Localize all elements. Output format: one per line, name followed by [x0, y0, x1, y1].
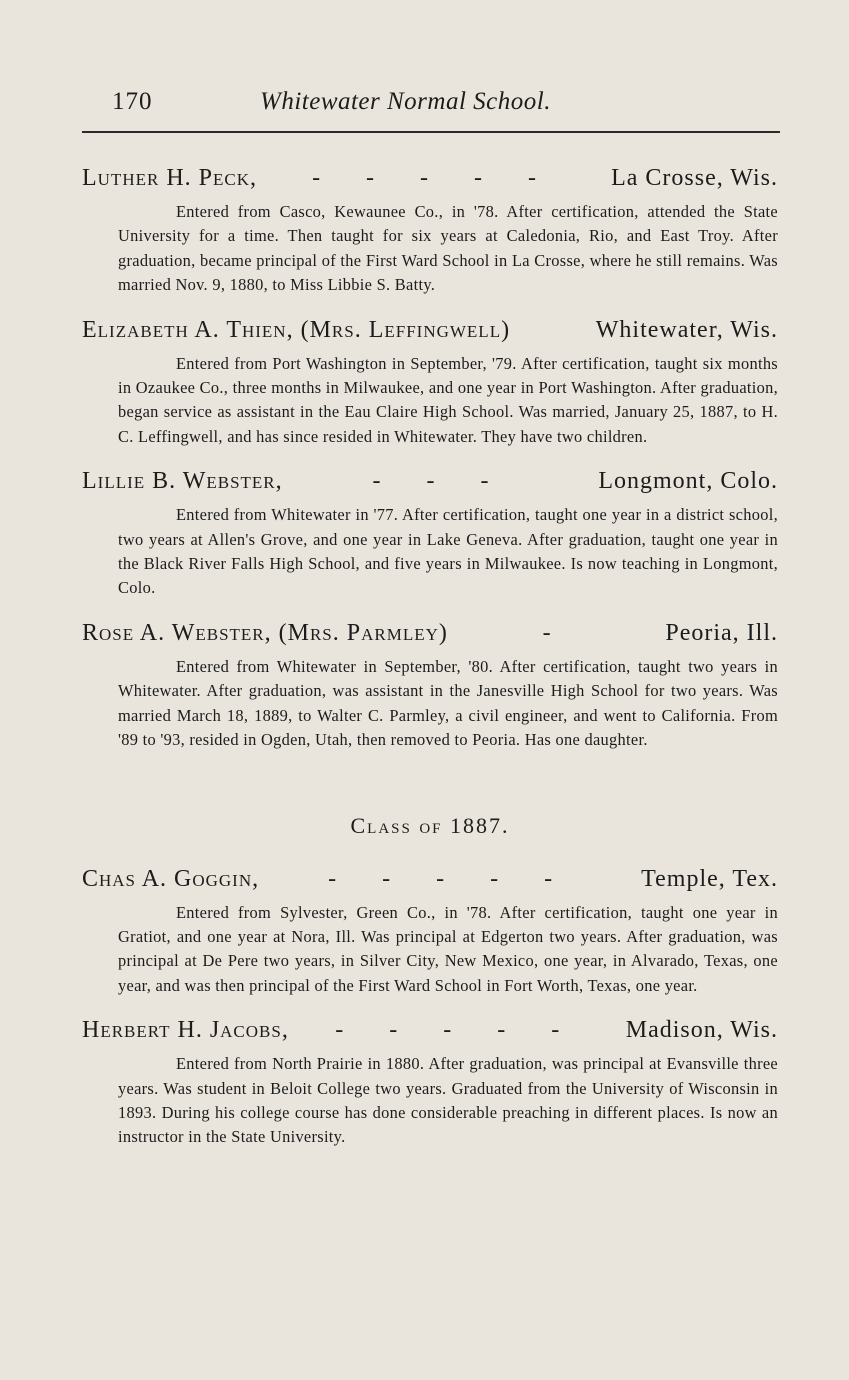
- entry-heading: [82, 861, 778, 897]
- entry-place: Longmont, Colo.: [598, 468, 778, 495]
- alumni-entry: [82, 615, 778, 753]
- entries-before: [82, 160, 778, 753]
- alumni-entry: [82, 1012, 778, 1150]
- entry-place: Peoria, Ill.: [665, 619, 778, 646]
- entry-text: Entered from Whitewater in September, '80. After certification, taught two years in Whitewater. After graduation, was assistant in the Janesville High School for two years. Was married March 18, 1889, to Walter C. Parmley, a civil engineer, and went to California. From '89 to '93, resided in Ogden, Utah, then removed to Peoria. Has one daughter.: [118, 656, 778, 750]
- entry-name: Herbert H. Jacobs,: [82, 1017, 289, 1044]
- page-header: [112, 88, 780, 116]
- entry-name: Lillie B. Webster,: [82, 468, 283, 495]
- entry-dashes: - - -: [372, 468, 509, 495]
- entry-name: Chas A. Goggin,: [82, 865, 260, 892]
- alumni-entry: [82, 312, 778, 450]
- alumni-entry: [82, 861, 778, 999]
- entries-after: [82, 861, 778, 1150]
- entry-heading: [82, 1012, 778, 1048]
- entry-dashes: - - - - -: [328, 865, 573, 892]
- entry-dashes: - - - - -: [335, 1017, 580, 1044]
- entry-name: Elizabeth A. Thien, (Mrs. Leffingwell): [82, 316, 511, 343]
- entry-text: Entered from Casco, Kewaunee Co., in '78. After certification, attended the State University for a time. Then taught for six years at Caledonia, Rio, and East Troy. After graduation, became principal of the First Ward School in La Crosse, where he still remains. Was married Nov. 9, 1880, to Miss Libbie S. Batty.: [118, 202, 778, 295]
- page-content: [82, 160, 778, 1164]
- running-title: Whitewater Normal School.: [260, 88, 551, 115]
- entry-place: Madison, Wis.: [625, 1017, 778, 1044]
- entry-place: Temple, Tex.: [641, 865, 778, 892]
- header-rule: [82, 131, 780, 133]
- entry-heading: [82, 312, 778, 348]
- entry-text: Entered from Port Washington in September, '79. After certification, taught six months in Ozaukee Co., three months in Milwaukee, and one year in Port Washington. After graduation, began service as assistant in the Eau Claire High School. Was married, January 25, 1887, to H. C. Leffingwell, and has since resided in Whitewater. They have two children.: [118, 353, 778, 446]
- entry-heading: [82, 615, 778, 651]
- entry-place: La Crosse, Wis.: [611, 165, 778, 191]
- class-heading: Class of 1887.: [350, 812, 510, 838]
- entry-dashes: - - - - -: [312, 165, 557, 191]
- entry-name: Rose A. Webster, (Mrs. Parmley): [82, 619, 448, 646]
- entry-place: Whitewater, Wis.: [595, 316, 778, 343]
- entry-dashes: -: [542, 619, 571, 646]
- page-number: 170: [112, 88, 153, 115]
- entry-text: Entered from Whitewater in '77. After certification, taught one year in a district school, two years at Allen's Grove, and one year in Lake Geneva. After graduation, taught one year in the Black River Falls High School, and five years in Milwaukee. Is now teaching in Longmont, Colo.: [118, 505, 778, 598]
- entry-name: Luther H. Peck,: [82, 165, 258, 191]
- entry-text: Entered from North Prairie in 1880. After graduation, was principal at Evansville three years. Was student in Beloit College two years. Graduated from the University of Wisconsin in 1893. During his college course has done considerable preaching in different places. Is now an instructor in the State University.: [118, 1054, 778, 1147]
- alumni-entry: [82, 160, 778, 298]
- alumni-entry: [82, 463, 778, 601]
- entry-text: Entered from Sylvester, Green Co., in '78. After certification, taught one year in Gratiot, and one year at Nora, Ill. Was principal at Edgerton two years. After graduation, was principal at De Pere two years, in Silver City, New Mexico, one year, in Alvarado, Texas, one year, and was then principal of the First Ward School in Fort Worth, Texas, one year.: [118, 902, 778, 995]
- entry-heading: [82, 463, 778, 499]
- entry-heading: [82, 160, 778, 196]
